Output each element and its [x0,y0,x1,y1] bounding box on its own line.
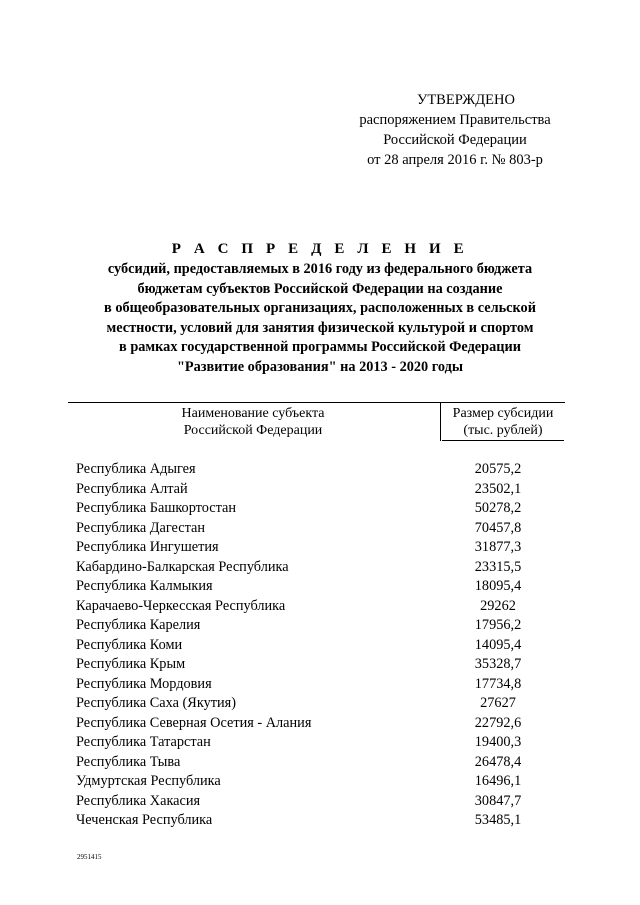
header-subject-line: Российской Федерации [183,423,323,438]
table-row [68,811,565,831]
table-header [68,402,565,441]
header-underline [442,440,564,441]
title-line: в рамках государственной программы Российской Федерации [119,339,521,355]
table-row [68,499,565,519]
subsidy-amount: 35328,7 [474,656,522,672]
document-code: 2951415 [77,853,102,861]
subsidy-amount: 23502,1 [474,480,522,497]
table-row [68,753,565,773]
approval-date: от 28 апреля 2016 г. № 803-р [367,152,543,168]
subsidy-amount: 22792,6 [474,714,522,731]
subject-name: Республика Ингушетия [76,539,219,555]
subject-name: Карачаево-Черкесская Республика [76,597,286,614]
approval-block [330,90,580,170]
table-row [68,616,565,636]
table-row [68,577,565,597]
subject-name: Республика Саха (Якутия) [76,695,236,711]
table-row [68,772,565,792]
header-amount-line: (тыс. рублей) [463,423,543,438]
subsidy-amount: 50278,2 [474,500,522,516]
approval-line: распоряжением Правительства [359,112,551,128]
subject-name: Республика Коми [76,636,183,653]
subsidy-amount: 26478,4 [474,753,522,770]
title-line: в общеобразовательных организациях, расположенных в сельской [104,300,536,316]
table-row [68,538,565,558]
subject-name: Чеченская Республика [76,812,213,828]
subject-name: Республика Адыгея [76,461,196,477]
subsidy-amount: 14095,4 [474,636,522,653]
document-title [40,238,600,377]
subsidy-amount: 70457,8 [474,519,522,536]
title-line: "Развитие образования" на 2013 - 2020 годы [176,358,464,375]
subsidy-amount: 16496,1 [474,773,522,789]
subject-name: Республика Карелия [76,617,201,633]
subject-name: Республика Башкортостан [76,500,236,516]
subject-name: Республика Мордовия [76,675,212,692]
subsidy-amount: 17734,8 [474,675,522,692]
subsidy-amount: 19400,3 [474,734,522,750]
header-amount-line: Размер субсидии [452,406,554,421]
subject-name: Республика Северная Осетия - Алания [76,714,312,731]
table-row [68,480,565,500]
subject-name: Республика Алтай [76,480,188,497]
table-row [68,636,565,656]
header-subject-line: Наименование субъекта [181,406,325,421]
subsidy-amount: 27627 [480,695,516,711]
subsidy-amount: 53485,1 [474,812,522,828]
subsidy-amount: 29262 [480,597,516,614]
title-line: местности, условий для занятия физической культурой и спортом [106,319,534,336]
table-row [68,519,565,539]
subject-name: Республика Хакасия [76,792,201,809]
subsidy-amount: 30847,7 [474,792,522,809]
table-row [68,655,565,675]
subsidy-amount: 23315,5 [474,558,522,575]
subsidy-amount: 20575,2 [474,461,522,477]
table-row [68,714,565,734]
table-row [68,694,565,714]
title-line: бюджетам субъектов Российской Федерации на создание [137,280,503,297]
title-main: Р А С П Р Е Д Е Л Е Н И Е [171,241,469,257]
title-line: субсидий, предоставляемых в 2016 году из федерального бюджета [107,261,533,277]
header-subject [68,405,438,439]
table-row [68,460,565,480]
table-row [68,558,565,578]
subject-name: Республика Дагестан [76,519,206,536]
subsidy-amount: 31877,3 [474,539,522,555]
subsidy-amount: 18095,4 [474,578,522,594]
approval-heading: УТВЕРЖДЕНО [417,92,515,108]
table-row [68,792,565,812]
table-row [68,675,565,695]
table-row [68,597,565,617]
subject-name: Республика Калмыкия [76,578,213,594]
approval-line: Российской Федерации [383,132,527,148]
subject-name: Республика Татарстан [76,734,211,750]
subject-name: Республика Крым [76,656,186,672]
subject-name: Республика Тыва [76,753,181,770]
header-amount [441,405,565,439]
subsidy-amount: 17956,2 [474,617,522,633]
subject-name: Кабардино-Балкарская Республика [76,558,289,575]
subject-name: Удмуртская Республика [76,773,221,789]
subsidy-table [68,402,565,831]
table-row [68,733,565,753]
table-body [68,460,565,831]
